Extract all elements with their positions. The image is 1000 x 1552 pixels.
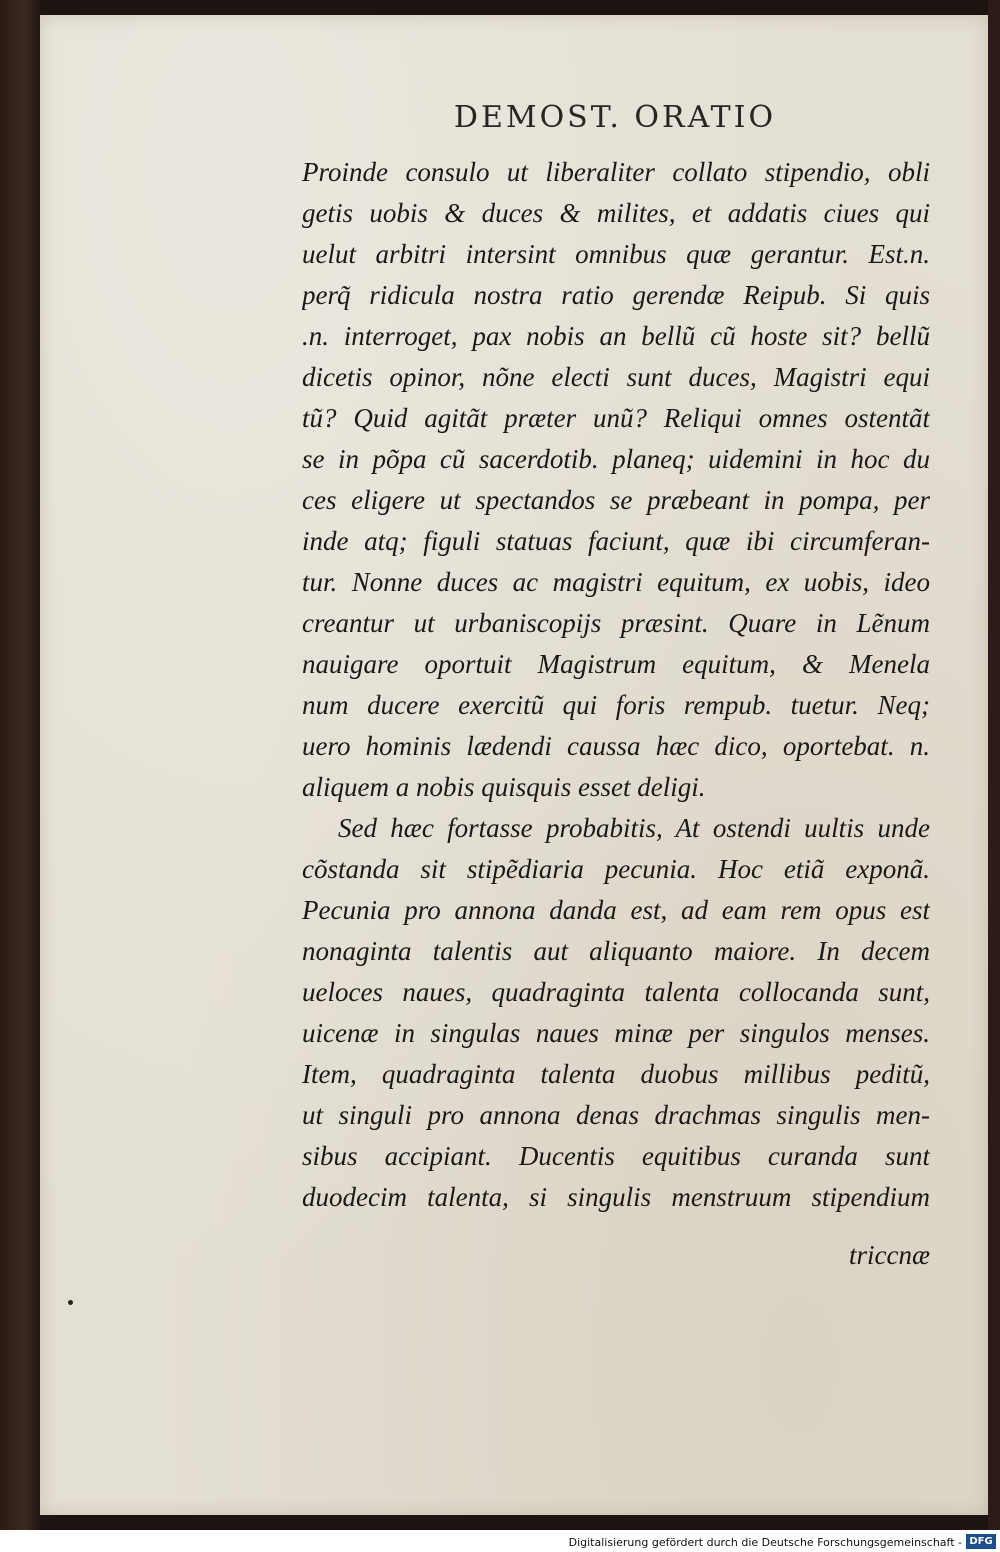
text-line: ueloces naues, quadraginta talenta collocanda sunt,	[302, 977, 930, 1007]
text-line: getis uobis & duces & milites, et addatis ciues qui	[302, 198, 930, 228]
text-line: Proinde consulo ut liberaliter collato stipendio, obli	[302, 157, 930, 187]
page-right-edge	[988, 0, 1000, 1530]
text-line: aliquem a nobis quisquis esset deligi.	[302, 772, 706, 802]
text-line: ut singuli pro annona denas drachmas singulis men-	[302, 1100, 930, 1130]
text-line: nauigare oportuit Magistrum equitum, & Menela	[302, 649, 930, 679]
running-head: DEMOST. ORATIO	[453, 100, 777, 135]
text-line: Item, quadraginta talenta duobus millibus peditũ,	[302, 1059, 930, 1089]
text-line: num ducere exercitũ qui foris rempub. tuetur. Neq;	[302, 690, 930, 720]
text-line: uelut arbitri intersint omnibus quæ gerantur. Est.n.	[302, 239, 930, 269]
text-line: Pecunia pro annona danda est, ad eam rem opus est	[302, 895, 930, 925]
text-line: duodecim talenta, si singulis menstruum stipendium	[302, 1182, 930, 1212]
text-line: .n. interroget, pax nobis an bellũ cũ hoste sit? bellũ	[302, 321, 930, 351]
text-line: dicetis opinor, nõne electi sunt duces, Magistri equi	[302, 362, 930, 392]
digitization-credit: Digitalisierung gefördert durch die Deutsche Forschungsgemeinschaft -	[568, 1536, 962, 1549]
book-spine-edge	[0, 0, 40, 1530]
text-line: nonaginta talentis aut aliquanto maiore. In decem	[302, 936, 930, 966]
text-line: creantur ut urbaniscopijs præsint. Quare in Lẽnum	[302, 608, 930, 638]
text-line: sibus accipiant. Ducentis equitibus curanda sunt	[302, 1141, 930, 1171]
text-line: perq̃ ridicula nostra ratio gerendæ Reipub. Si quis	[302, 280, 930, 310]
text-line: uicenæ in singulas naues minæ per singulos menses.	[302, 1018, 930, 1048]
text-line: uero hominis lædendi caussa hæc dico, oportebat. n.	[302, 731, 930, 761]
text-line: Sed hæc fortasse probabitis, At ostendi uultis unde	[338, 813, 930, 843]
catchword: triccnæ	[849, 1240, 930, 1270]
dfg-logo: DFG	[966, 1534, 996, 1549]
text-line: se in põpa cũ sacerdotib. planeq; uidemini in hoc du	[302, 444, 930, 474]
text-line: cõstanda sit stipẽdiaria pecunia. Hoc etiã exponã.	[302, 854, 930, 884]
ink-speck	[68, 1300, 73, 1305]
text-line: tur. Nonne duces ac magistri equitum, ex uobis, ideo	[302, 567, 930, 597]
text-line: ces eligere ut spectandos se præbeant in pompa, per	[302, 485, 930, 515]
text-line: tũ? Quid agitãt præter unũ? Reliqui omnes ostentãt	[302, 403, 930, 433]
body-text	[302, 152, 930, 1218]
text-line: inde atq; figuli statuas faciunt, quæ ibi circumferan-	[302, 526, 930, 556]
